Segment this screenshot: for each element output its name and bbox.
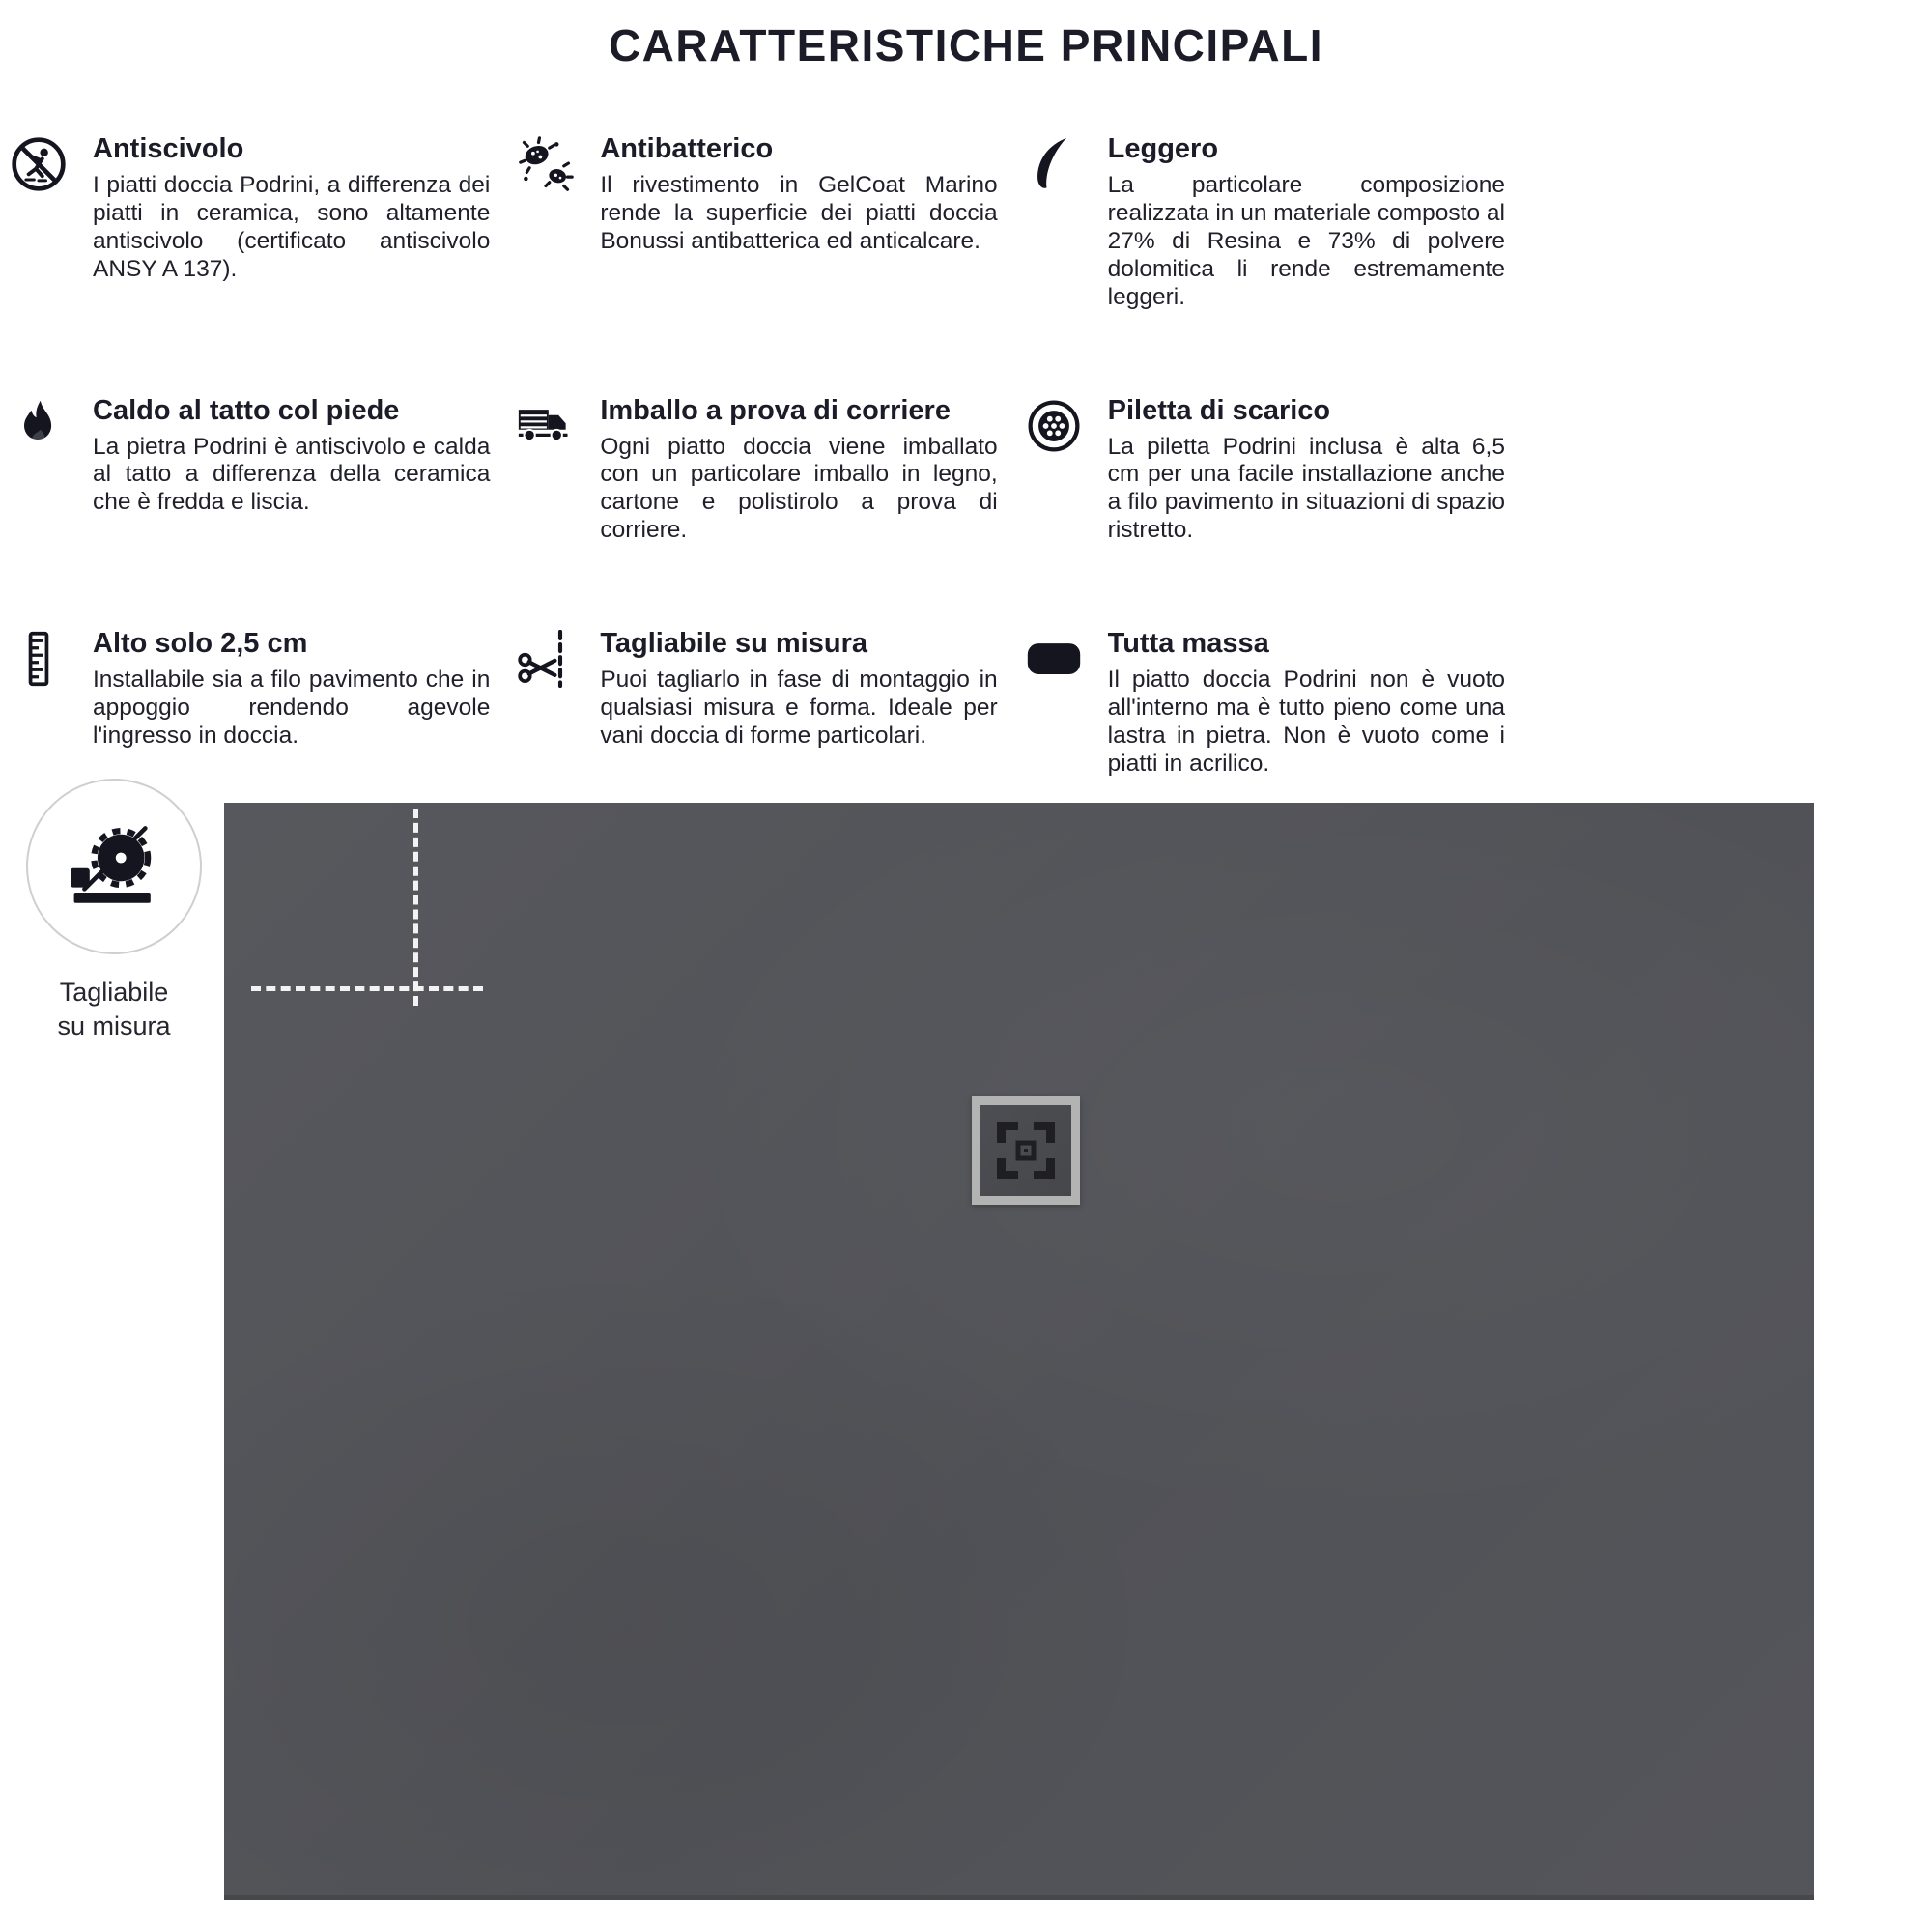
feature-antiscivolo <box>10 133 490 312</box>
feature-title: Tutta massa <box>1107 628 1269 660</box>
solid-mass-icon <box>1025 628 1083 688</box>
feature-title: Antiscivolo <box>93 133 244 164</box>
feature-alto-solo <box>10 628 490 779</box>
drain-icon <box>1025 395 1083 455</box>
feature-title: Imballo a prova di corriere <box>600 394 951 426</box>
cut-to-size-badge <box>26 779 202 1043</box>
bacteria-icon <box>517 133 575 193</box>
feature-title: Alto solo 2,5 cm <box>93 628 308 660</box>
feature-body: Ogni piatto doccia viene imballato con un particolare imballo in legno, cartone e polistirolo a prova di corriere. <box>600 433 998 544</box>
page-title: CARATTERISTICHE PRINCIPALI <box>608 20 1324 71</box>
feature-body: La piletta Podrini inclusa è alta 6,5 cm per una facile installazione anche a filo pavimento in situazioni di spazio ristretto. <box>1107 433 1505 544</box>
badge-label <box>26 976 202 1043</box>
cut-line-vertical <box>413 809 418 1006</box>
circular-saw-icon <box>62 814 166 919</box>
feature-piletta <box>1025 395 1505 546</box>
feather-icon <box>1025 133 1083 193</box>
feature-caldo-al-tatto <box>10 395 490 546</box>
shower-tray-image <box>224 803 1814 1900</box>
feature-body: I piatti doccia Podrini, a differenza dei piatti in ceramica, sono altamente antiscivolo (certificato antiscivolo ANSY A 137). <box>93 172 491 282</box>
scissors-icon <box>517 628 575 688</box>
features-grid <box>10 133 1505 779</box>
feature-tutta-massa <box>1025 628 1505 779</box>
drain-pattern <box>981 1106 1070 1195</box>
feature-body: Puoi tagliarlo in fase di montaggio in qualsiasi misura e forma. Ideale per vani doccia di forme particolari. <box>600 667 998 749</box>
feature-body: La pietra Podrini è antiscivolo e calda al tatto a differenza della ceramica che è fredda e liscia. <box>93 433 491 516</box>
badge-circle <box>26 779 202 954</box>
feature-antibatterico <box>517 133 997 312</box>
no-slip-icon <box>10 133 68 193</box>
flame-icon <box>10 395 68 455</box>
feature-title: Caldo al tatto col piede <box>93 394 400 426</box>
feature-body: Il rivestimento in GelCoat Marino rende la superficie dei piatti doccia Bonussi antibatterica ed anticalcare. <box>600 172 998 254</box>
tray-drain-cover <box>972 1096 1080 1205</box>
badge-label-line1: Tagliabile <box>59 978 169 1007</box>
feature-title: Piletta di scarico <box>1107 394 1331 426</box>
ruler-icon <box>10 628 68 688</box>
feature-tagliabile <box>517 628 997 779</box>
feature-body: Il piatto doccia Podrini non è vuoto all'interno ma è tutto pieno come una lastra in pietra. Non è vuoto come i piatti in acrilico. <box>1107 667 1505 777</box>
feature-leggero <box>1025 133 1505 312</box>
feature-title: Tagliabile su misura <box>600 628 867 660</box>
feature-body: La particolare composizione realizzata in un materiale composto al 27% di Resina e 73% di polvere dolomitica li rende estremamente leggeri. <box>1107 172 1505 310</box>
feature-title: Antibatterico <box>600 133 774 164</box>
cut-line-horizontal <box>251 986 483 991</box>
feature-title: Leggero <box>1107 133 1219 164</box>
badge-label-line2: su misura <box>57 1011 171 1041</box>
feature-body: Installabile sia a filo pavimento che in appoggio rendendo agevole l'ingresso in doccia. <box>93 667 491 749</box>
feature-imballo <box>517 395 997 546</box>
truck-icon <box>517 395 575 455</box>
